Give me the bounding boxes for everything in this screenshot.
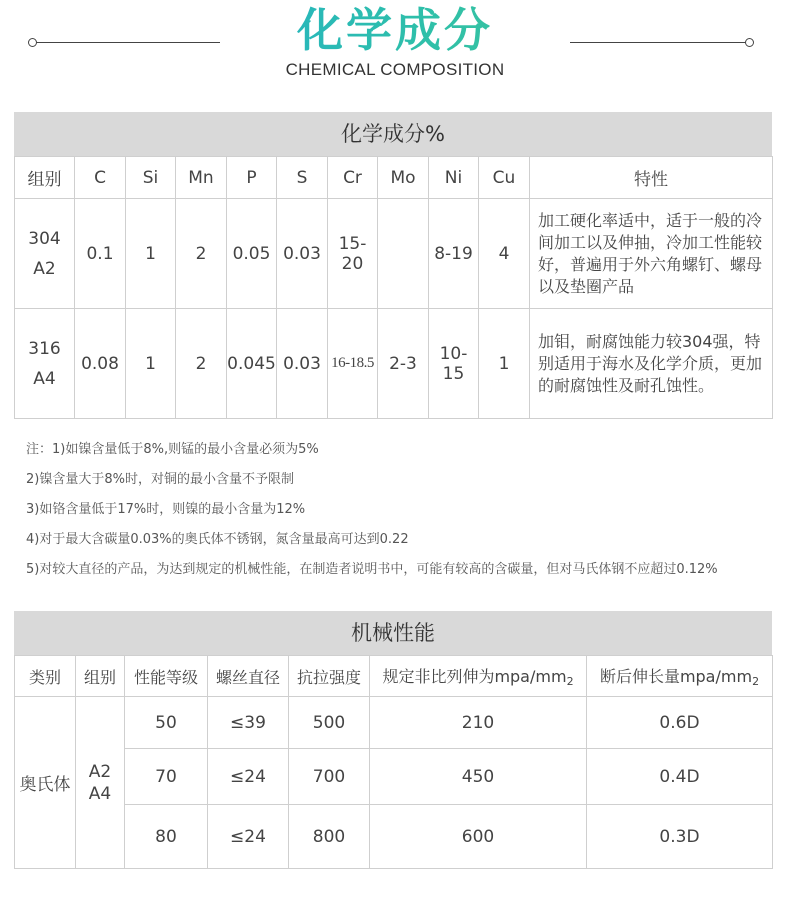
elongation-cell: 0.4D bbox=[587, 749, 773, 805]
header-cell-tensile: 抗拉强度 bbox=[289, 656, 370, 697]
value-p: 0.05 bbox=[227, 199, 277, 309]
note-item: 4)对于最大含碳量0.03%的奥氏体不锈钢，氮含量最高可达到0.22 bbox=[26, 532, 409, 547]
value-ni: 8-19 bbox=[429, 199, 479, 309]
value-cu: 4 bbox=[479, 199, 530, 309]
table-row bbox=[15, 749, 773, 805]
table-row bbox=[15, 697, 773, 749]
value-p: 0.045 bbox=[227, 309, 277, 419]
category-cell: 奥氏体 bbox=[15, 697, 76, 869]
group-grade: 316 bbox=[28, 338, 61, 359]
header-cell-si: Si bbox=[126, 157, 176, 199]
header-cell-mn: Mn bbox=[176, 157, 227, 199]
note-item: 3)如铬含量低于17%时，则镍的最小含量为12% bbox=[26, 502, 306, 517]
yield-cell: 450 bbox=[370, 749, 587, 805]
header-cell-ni: Ni bbox=[429, 157, 479, 199]
header-cell-group: 组别 bbox=[76, 656, 125, 697]
header-cell-grade: 性能等级 bbox=[125, 656, 208, 697]
grade-cell: 80 bbox=[125, 805, 208, 869]
group-class: A4 bbox=[88, 783, 112, 804]
page-title: 化学成分 bbox=[0, 2, 790, 58]
header-cell-p: P bbox=[227, 157, 277, 199]
property-description: 加工硬化率适中，适于一般的冷间加工以及伸抽，冷加工性能较好，普遍用于外六角螺钉、螺母以及垫圈产品 bbox=[530, 199, 773, 309]
header-cell-property: 特性 bbox=[530, 157, 773, 199]
mechanical-properties-section bbox=[14, 611, 772, 869]
header-yield-label: 规定非比列伸为mpa/mm bbox=[382, 667, 567, 686]
header-cell-category: 类别 bbox=[15, 656, 76, 697]
group-class: A2 bbox=[88, 761, 112, 782]
group-cell bbox=[76, 697, 125, 869]
group-grade: 304 bbox=[28, 228, 61, 249]
value-c: 0.1 bbox=[75, 199, 126, 309]
diameter-cell: ≤39 bbox=[208, 697, 289, 749]
page-subtitle: CHEMICAL COMPOSITION bbox=[285, 60, 505, 79]
note-item: 5)对较大直径的产品，为达到规定的机械性能，在制造者说明书中，可能有较高的含碳量，但对马氏体钢不应超过0.12% bbox=[26, 562, 718, 577]
chemical-composition-table bbox=[14, 156, 773, 419]
value-ni: 10-15 bbox=[429, 309, 479, 419]
table-row bbox=[15, 199, 773, 309]
value-mo bbox=[378, 199, 429, 309]
value-cr: 16-18.5 bbox=[328, 309, 378, 419]
group-cell bbox=[15, 199, 75, 309]
value-c: 0.08 bbox=[75, 309, 126, 419]
mechanical-properties-table bbox=[14, 655, 773, 869]
tensile-cell: 700 bbox=[289, 749, 370, 805]
property-description: 加钼，耐腐蚀能力较304强，特别适用于海水及化学介质，更加的耐腐蚀性及耐孔蚀性。 bbox=[530, 309, 773, 419]
header-cell-elongation bbox=[587, 656, 773, 697]
chemical-section-title: 化学成分% bbox=[14, 112, 772, 156]
header-cell-s: S bbox=[277, 157, 328, 199]
header-cell-cu: Cu bbox=[479, 157, 530, 199]
value-cu: 1 bbox=[479, 309, 530, 419]
table-header-row bbox=[15, 656, 773, 697]
header-cell-group: 组别 bbox=[15, 157, 75, 199]
group-class: A2 bbox=[33, 258, 56, 279]
table-row bbox=[15, 805, 773, 869]
value-si: 1 bbox=[126, 199, 176, 309]
header-cell-cr: Cr bbox=[328, 157, 378, 199]
value-cr: 15-20 bbox=[328, 199, 378, 309]
value-mn: 2 bbox=[176, 199, 227, 309]
header-cell-mo: Mo bbox=[378, 157, 429, 199]
note-item: 注：1)如镍含量低于8%,则锰的最小含量必须为5% bbox=[26, 442, 319, 457]
tensile-cell: 800 bbox=[289, 805, 370, 869]
notes-list bbox=[26, 440, 776, 590]
value-si: 1 bbox=[126, 309, 176, 419]
value-s: 0.03 bbox=[277, 309, 328, 419]
value-mn: 2 bbox=[176, 309, 227, 419]
group-cell bbox=[15, 309, 75, 419]
mechanical-section-title: 机械性能 bbox=[14, 611, 772, 655]
grade-cell: 70 bbox=[125, 749, 208, 805]
header-cell-diameter: 螺丝直径 bbox=[208, 656, 289, 697]
header-elongation-label: 断后伸长量mpa/mm bbox=[599, 667, 753, 686]
elongation-cell: 0.3D bbox=[587, 805, 773, 869]
tensile-cell: 500 bbox=[289, 697, 370, 749]
yield-cell: 600 bbox=[370, 805, 587, 869]
value-s: 0.03 bbox=[277, 199, 328, 309]
unit-subscript: 2 bbox=[752, 675, 760, 688]
page-heading bbox=[0, 0, 790, 100]
elongation-cell: 0.6D bbox=[587, 697, 773, 749]
chemical-composition-section bbox=[14, 112, 772, 419]
table-header-row bbox=[15, 157, 773, 199]
unit-subscript: 2 bbox=[566, 675, 574, 688]
header-cell-yield bbox=[370, 656, 587, 697]
value-mo: 2-3 bbox=[378, 309, 429, 419]
group-class: A4 bbox=[33, 368, 56, 389]
diameter-cell: ≤24 bbox=[208, 749, 289, 805]
diameter-cell: ≤24 bbox=[208, 805, 289, 869]
yield-cell: 210 bbox=[370, 697, 587, 749]
grade-cell: 50 bbox=[125, 697, 208, 749]
header-cell-c: C bbox=[75, 157, 126, 199]
table-row bbox=[15, 309, 773, 419]
note-item: 2)镍含量大于8%时，对铜的最小含量不予限制 bbox=[26, 472, 294, 487]
